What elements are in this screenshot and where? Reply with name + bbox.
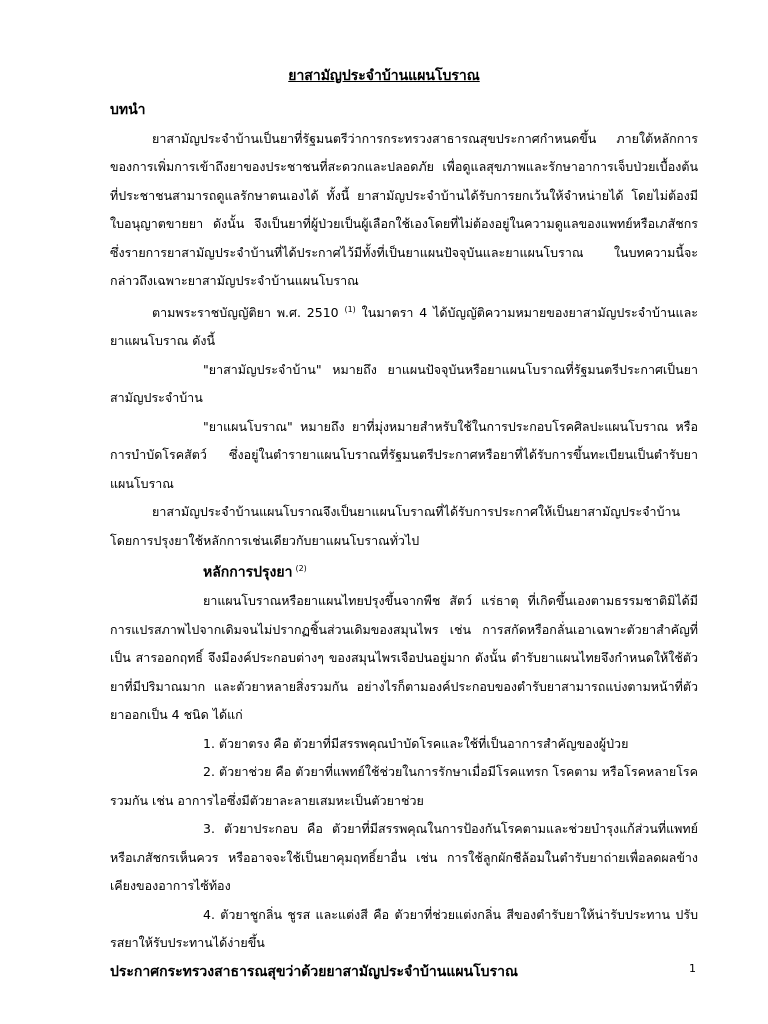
document-title: ยาสามัญประจำบ้านแผนโบราณ [288, 68, 480, 84]
paragraph-summary: ยาสามัญประจำบ้านแผนโบราณจึงเป็นยาแผนโบราณที่ได้รับการประกาศให้เป็นยาสามัญประจำบ้าน โดยการปรุงยาใช้หลักการเช่นเดียวกับยาแผนโบราณทั่วไป [110, 504, 681, 548]
definition-traditional-medicine: "ยาแผนโบราณ" หมายถึง ยาที่มุ่งหมายสำหรับใช้ในการประกอบโรคศิลปะแผนโบราณ หรือ การบำบัดโรคสัตว์ ซึ่งอยู่ในตำรายาแผนโบราณที่รัฐมนตรีประกาศหรือยาที่ได้รับการขึ้นทะเบียนเป็นตำรับยา แผนโบราณ [110, 418, 698, 491]
document-body [110, 96, 698, 986]
reference-mark-2: (2) [295, 564, 307, 574]
subheading-principles [110, 555, 698, 587]
definition-household-remedy: "ยาสามัญประจำบ้าน" หมายถึง ยาแผนปัจจุบันหรือยาแผนโบราณที่รัฐมนตรีประกาศเป็นยาสามัญประจำบ้าน [110, 361, 698, 406]
list-item-2: 2. ตัวยาช่วย คือ ตัวยาที่แพทย์ใช้ช่วยในการรักษาเมื่อมีโรคแทรก โรคตาม หรือโรคหลายโรครวมกัน เช่น อาการไอซึ่งมีตัวยาละลายเสมหะเป็นตัวยาช่วย [110, 764, 698, 808]
section-heading-intro: บทนำ [110, 102, 146, 118]
act-text-end: ในมาตรา 4 ได้บัญญัติความหมายของยาสามัญประจำบ้านและยาแผนโบราณ ดังนี้ [110, 304, 698, 349]
paragraph-act [110, 296, 698, 356]
paragraph-principles: ยาแผนโบราณหรือยาแผนไทยปรุงขึ้นจากพืช สัตว์ แร่ธาตุ ที่เกิดขึ้นเองตามธรรมชาติมิได้มีการแปรสภาพไปจากเดิมจนไม่ปรากฏชิ้นส่วนเดิมของสมุนไพร เช่น การสกัดหรือกลั่นเอาเฉพาะตัวยาสำคัญที่เป็น สารออกฤทธิ์ จึงมีองค์ประกอบต่างๆ ของสมุนไพรเจือปนอยู่มาก ดังนั้น ตำรับยาแผนไทยจึงกำหนดให้ใช้ตัวยาที่มีปริมาณมาก และตัวยาหลายสิ่งรวมกัน อย่างไรก็ตามองค์ประกอบของตำรับยาสามารถแบ่งตามหน้าที่ตัวยาออกเป็น 4 ชนิด ได้แก่ [110, 593, 698, 723]
reference-mark-1: (1) [344, 304, 356, 314]
list-item-1: 1. ตัวยาตรง คือ ตัวยาที่มีสรรพคุณบำบัดโรคและใช้ที่เป็นอาการสำคัญของผู้ป่วย [203, 735, 629, 751]
list-item-3: 3. ตัวยาประกอบ คือ ตัวยาที่มีสรรพคุณในการป้องกันโรคตามและช่วยบำรุงแก้ส่วนที่แพทย์หรือเภสัชกรเห็นควร หรืออาจจะใช้เป็นยาคุมฤทธิ์ยาอื่น เช่น การใช้ลูกผักชีล้อมในตำรับยาถ่ายเพื่อลดผลข้างเคียงของอาการไซ้ท้อง [110, 821, 698, 894]
act-text-start: ตามพระราชบัญญัติยา พ.ศ. 2510 [152, 304, 339, 320]
paragraph-intro: ยาสามัญประจำบ้านเป็นยาที่รัฐมนตรีว่าการกระทรวงสาธารณสุขประกาศกำหนดขึ้น ภายใต้หลักการของการเพิ่มการเข้าถึงยาของประชาชนที่สะดวกและปลอดภัย เพื่อดูแลสุขภาพและรักษาอาการเจ็บป่วยเบื้องต้น ที่ประชาชนสามารถดูแลรักษาตนเองได้ ทั้งนี้ ยาสามัญประจำบ้านได้รับการยกเว้นให้จำหน่ายได้ โดยไม่ต้องมีใบอนุญาตขายยา ดังนั้น จึงเป็นยาที่ผู้ป่วยเป็นผู้เลือกใช้เองโดยที่ไม่ต้องอยู่ในความดูแลของแพทย์หรือเภสัชกร ซึ่งรายการยาสามัญประจำบ้านที่ได้ประกาศไว้มีทั้งที่เป็นยาแผนปัจจุบันและยาแผนโบราณ ในบทความนี้จะกล่าวถึงเฉพาะยาสามัญประจำบ้านแผนโบราณ [110, 130, 698, 288]
subheading-principles-text: หลักการปรุงยา [203, 564, 293, 581]
section-heading-announcement: ประกาศกระทรวงสาธารณสุขว่าด้วยยาสามัญประจำบ้านแผนโบราณ [110, 963, 518, 980]
page-number: 1 [689, 962, 696, 975]
list-item-4: 4. ตัวยาชูกลิ่น ชูรส และแต่งสี คือ ตัวยาที่ช่วยแต่งกลิ่น สีของตำรับยาให้น่ารับประทาน ปรับรสยาให้รับประทานได้ง่ายขึ้น [110, 906, 698, 951]
